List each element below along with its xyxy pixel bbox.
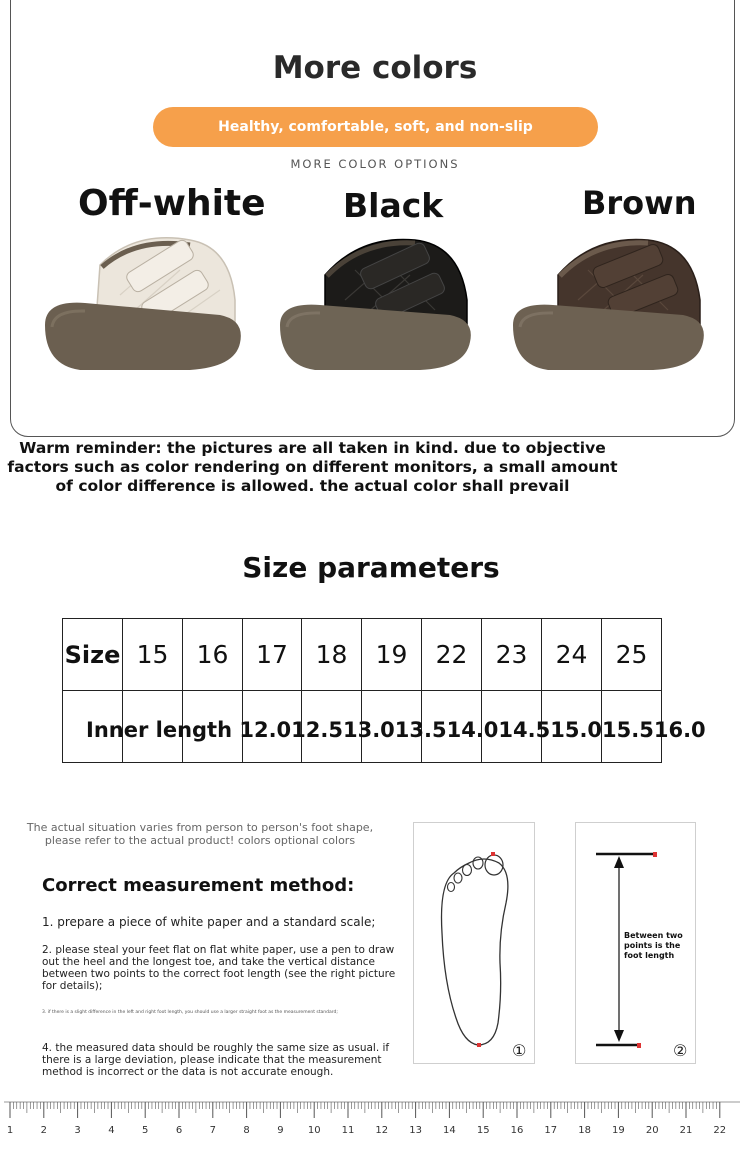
ruler-scale — [0, 1098, 750, 1143]
figure-number: ① — [512, 1041, 527, 1060]
size-header-row — [63, 619, 662, 691]
ruler-label: 8 — [243, 1125, 250, 1136]
reminder-line: Warm reminder: the pictures are all taken in kind. due to objective — [19, 439, 606, 457]
ruler-label: 20 — [645, 1125, 659, 1136]
inner-length-values: Inner length 12.012.513.013.514.014.515.015.516.0 — [86, 718, 706, 742]
feature-pill-text: Healthy, comfortable, soft, and non-slip — [218, 119, 533, 135]
shoe-brown-image — [508, 230, 708, 375]
size-cell: 15 — [123, 619, 183, 691]
feature-pill — [153, 107, 598, 147]
ruler-label: 4 — [108, 1125, 115, 1136]
ruler-label: 21 — [679, 1125, 693, 1136]
step-4: 4. the measured data should be roughly the same size as usual. if there is a large deviation, please indicate that the measurement method is incorrect or the data is not accurate enough. — [42, 1042, 390, 1078]
foot-shape-note — [0, 821, 400, 847]
figure-number: ② — [673, 1041, 688, 1060]
step-1: 1. prepare a piece of white paper and a standard scale; — [42, 915, 376, 929]
size-cell: 19 — [362, 619, 422, 691]
color-reminder — [0, 439, 625, 496]
ruler-label: 10 — [307, 1125, 321, 1136]
foot-outline-icon — [414, 823, 534, 1063]
note-line: please refer to the actual product! colors optional colors — [44, 834, 356, 847]
step-2: 2. please steal your feet flat on flat white paper, use a pen to draw out the heel and the longest toe, and take the vertical distance between two points to the correct foot length (see the right picture for details); — [42, 944, 396, 992]
size-cell: 18 — [302, 619, 362, 691]
size-cell: 17 — [243, 619, 302, 691]
ruler-label: 18 — [578, 1125, 591, 1136]
color-label-brown: Brown — [582, 184, 697, 222]
ruler-label: 22 — [713, 1125, 727, 1136]
color-options-caption: MORE COLOR OPTIONS — [290, 157, 460, 171]
step-3: 3. if there is a slight difference in the left and right foot length, you should use a larger straight foot as the measurement standard; — [42, 1010, 338, 1015]
reminder-line: of color difference is allowed. the actual color shall prevail — [55, 477, 570, 495]
ruler-label: 6 — [175, 1125, 183, 1136]
ruler-label: 3 — [74, 1125, 81, 1136]
size-cell: 23 — [482, 619, 542, 691]
foot-outline-figure — [413, 822, 535, 1064]
shoe-black-image — [275, 230, 475, 375]
ruler-label: 2 — [40, 1125, 47, 1136]
ruler-label: 12 — [375, 1125, 389, 1136]
size-cell: 16 — [183, 619, 243, 691]
ruler-label: 14 — [443, 1125, 456, 1136]
ruler-label: 9 — [277, 1125, 284, 1136]
colors-title: More colors — [272, 50, 478, 86]
ruler-label: 13 — [409, 1125, 422, 1136]
size-title: Size parameters — [242, 551, 500, 584]
foot-length-caption: Between two points is the foot length — [624, 931, 683, 960]
ruler-label: 5 — [142, 1125, 149, 1136]
ruler-label: 11 — [341, 1125, 355, 1136]
size-header-label: Size — [63, 619, 123, 691]
reminder-line: factors such as color rendering on different monitors, a small amount — [7, 458, 618, 476]
note-line: The actual situation varies from person to person's foot shape, — [26, 821, 374, 834]
shoe-off-white-image — [40, 225, 245, 375]
size-cell: 22 — [422, 619, 482, 691]
ruler-label: 7 — [209, 1125, 216, 1136]
method-title: Correct measurement method: — [42, 875, 355, 896]
ruler-label: 16 — [510, 1125, 524, 1136]
ruler-label: 17 — [544, 1125, 558, 1136]
color-label-black: Black — [343, 186, 444, 225]
color-label-off-white: Off-white — [78, 183, 266, 224]
size-cell: 24 — [542, 619, 602, 691]
ruler-label: 1 — [6, 1125, 14, 1136]
ruler-label: 15 — [476, 1125, 490, 1136]
size-cell: 25 — [602, 619, 662, 691]
ruler-label: 19 — [612, 1125, 625, 1136]
